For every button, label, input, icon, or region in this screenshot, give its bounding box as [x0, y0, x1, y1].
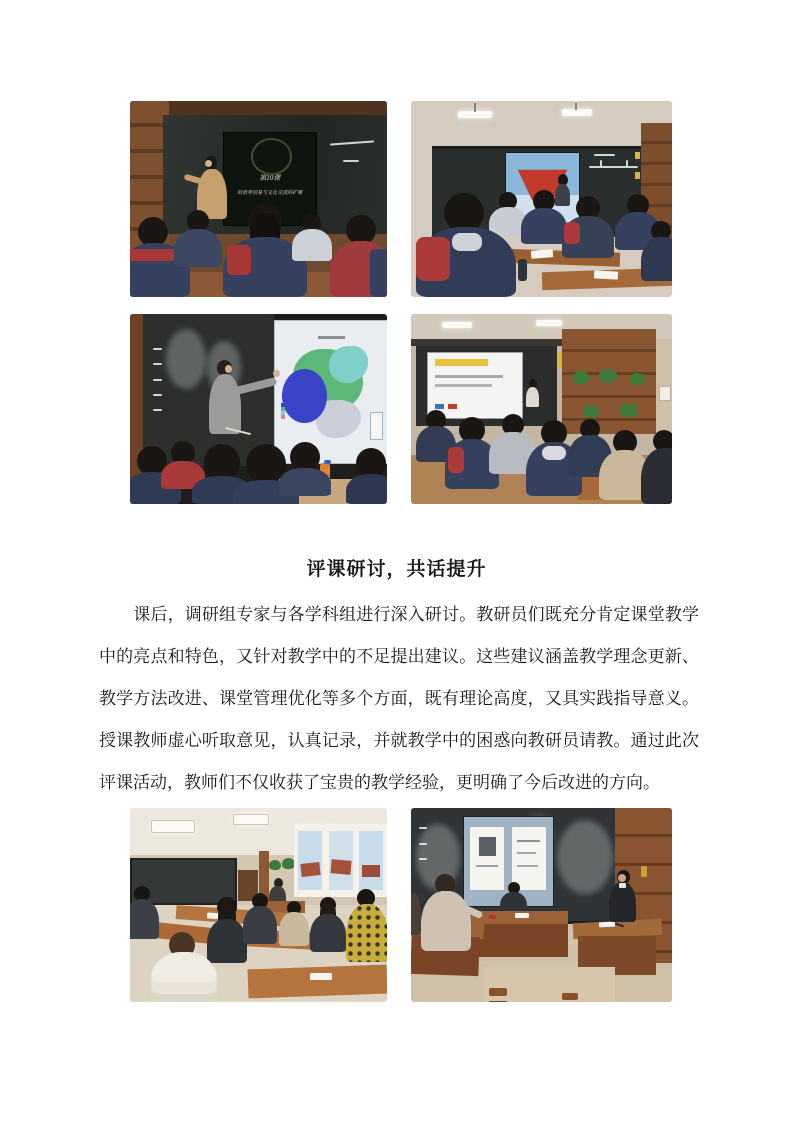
- jacket-red-shoulder: [416, 237, 450, 281]
- chalk-writing-vertical: [153, 409, 162, 411]
- paragraph-line: 课后，调研组专家与各学科组进行深入研讨。教研员们既充分肯定课堂教学: [99, 605, 699, 624]
- teacher-notetaker-figure: [421, 874, 473, 952]
- ceiling-light-panel: [233, 814, 269, 825]
- desk-row-foreground: [248, 965, 387, 999]
- attendee-coat: [411, 893, 421, 935]
- attendee-coat: [243, 906, 277, 944]
- teacher-face: [205, 160, 212, 167]
- student-jacket: [279, 468, 331, 496]
- chalk-writing-vertical: [153, 394, 162, 396]
- expert-suit: [609, 882, 636, 922]
- teacher-arm: [235, 377, 278, 395]
- chalk-writing-vertical: [419, 843, 427, 845]
- suit-collar: [619, 883, 626, 888]
- photo-teachers-meeting: [130, 808, 387, 1002]
- trophy: [641, 866, 647, 877]
- student-figure: [521, 190, 567, 246]
- slide-mark-blue: [435, 404, 443, 409]
- attendee-coat: [279, 912, 309, 946]
- potted-plant: [573, 371, 589, 384]
- map-legend: [281, 403, 285, 419]
- student-figure: [292, 214, 332, 264]
- jacket-navy-panel: [370, 249, 387, 297]
- slide-thumbnail: [470, 827, 504, 889]
- paragraph-line: 授课教师虚心听取意见，认真记录，并就教学中的困惑向教研员请教。通过此次: [99, 731, 699, 750]
- slide-thumbnail: [512, 827, 546, 889]
- slide-title: 第10课: [259, 173, 281, 182]
- jacket-red-panel: [227, 245, 251, 275]
- projector-screen: [427, 352, 523, 419]
- jacket-hood: [452, 233, 482, 251]
- map-inset: [370, 412, 383, 440]
- red-roof: [362, 865, 381, 877]
- paper-sheet: [531, 249, 554, 259]
- red-roof: [330, 860, 351, 876]
- student-figure: [174, 210, 222, 270]
- slide-text-line: [517, 865, 538, 867]
- slide-text-line: [517, 840, 540, 842]
- student-jacket: [346, 474, 387, 504]
- ceiling-light: [536, 320, 562, 326]
- slide-text-line: [517, 852, 536, 854]
- student-figure: [346, 448, 387, 504]
- notetaker-coat: [421, 891, 471, 951]
- slide-mark-red: [448, 404, 456, 409]
- teacher-face: [225, 365, 232, 373]
- shelf-plant: [269, 860, 281, 870]
- attendee-figure: [243, 893, 277, 945]
- student-jacket: [292, 229, 332, 261]
- attendee-figure: [279, 901, 309, 947]
- slide-qr-block: [479, 837, 496, 856]
- ceiling-light-panel: [151, 820, 195, 833]
- attendee-patterned-coat: [346, 904, 387, 962]
- yellow-poster: [635, 152, 640, 159]
- light-stem: [575, 103, 577, 110]
- student-jacket: [174, 229, 222, 267]
- chalk-smear: [166, 329, 206, 389]
- jacket-red-trim: [448, 447, 464, 473]
- student-jacket: [521, 208, 567, 244]
- jacket-red-trim: [564, 222, 580, 244]
- light-stem: [474, 103, 476, 112]
- body-paragraph: [99, 594, 699, 804]
- wall-switch-panel: [659, 386, 671, 401]
- student-figure: [279, 442, 331, 496]
- window-wall: [294, 824, 387, 898]
- window-pane: [298, 831, 322, 890]
- china-map-blue-circle: [282, 369, 327, 423]
- chalk-writing-vertical: [153, 348, 162, 350]
- chalk-timeline: [589, 166, 639, 168]
- attendee-figure: [346, 889, 387, 963]
- teacher-figure: [526, 379, 540, 407]
- student-figure: [330, 215, 387, 297]
- window-pane: [359, 831, 383, 890]
- slide-text-line: [476, 865, 498, 867]
- wooden-stool: [489, 988, 507, 996]
- slide-text-line: [435, 384, 491, 387]
- red-roof: [300, 862, 320, 877]
- photo-classroom-expo: [411, 101, 672, 297]
- photo-experts-discussion: [411, 808, 672, 1002]
- window-pane: [329, 831, 353, 890]
- chalk-writing-vertical: [153, 379, 162, 381]
- paper-sheet: [515, 913, 529, 918]
- attendee-edge-figure: [411, 893, 422, 937]
- teacher-hoodie: [209, 374, 241, 434]
- teacher-hand: [273, 370, 280, 377]
- paragraph-line: 中的亮点和特色，又针对教学中的不足提出建议。这些建议涵盖教学理念更新、: [99, 647, 699, 666]
- chalk-mark: [600, 160, 602, 167]
- photo-classroom-geography: [130, 314, 387, 504]
- attendee-figure: [310, 897, 346, 953]
- wooden-stool: [562, 993, 578, 1000]
- slide-subtitle: 的世界贸易与文化交流的扩展: [237, 191, 303, 197]
- chalk-smear: [557, 820, 613, 894]
- phone-red: [489, 915, 496, 919]
- chalk-mark: [626, 160, 628, 167]
- photo-classroom-history: [130, 101, 387, 297]
- observer-coat: [641, 448, 672, 504]
- slide-banner-yellow: [435, 359, 488, 365]
- attendee-figure: [151, 932, 217, 1002]
- paper-sheet: [310, 973, 332, 980]
- teacher-figure: [207, 360, 277, 454]
- student-jacket: [641, 237, 672, 281]
- attendee-coat: [310, 914, 346, 952]
- map-title-line: [318, 336, 345, 339]
- shelf-plant: [282, 858, 295, 869]
- beam: [411, 339, 562, 347]
- expert-right-figure: [609, 870, 637, 922]
- slide-wreath-decoration: [251, 138, 292, 175]
- chalk-note: [594, 154, 615, 156]
- yellow-poster: [635, 172, 640, 179]
- student-figure: [416, 193, 516, 297]
- observer-figure: [641, 430, 672, 504]
- potted-plant: [599, 369, 617, 383]
- photo-classroom-observation: [411, 314, 672, 504]
- section-heading: 评课研讨，共话提升: [306, 559, 487, 580]
- potted-plant: [630, 373, 645, 385]
- floor: [484, 967, 615, 1002]
- student-figure: [562, 196, 614, 258]
- ceiling-light: [442, 322, 472, 328]
- potted-plant: [583, 405, 599, 418]
- chalk-writing: [343, 160, 358, 162]
- thermos: [518, 259, 527, 281]
- slide-text-line: [435, 375, 503, 378]
- attendee-white-puffer: [151, 952, 217, 1002]
- jacket-white-hood: [542, 446, 566, 460]
- potted-plant: [620, 403, 638, 417]
- student-figure: [641, 221, 672, 281]
- paragraph-line: 评课活动，教师们不仅收获了宝贵的教学经验，更明确了今后改进的方向。: [99, 773, 660, 792]
- teacher-top: [526, 387, 539, 407]
- paragraph-line: 教学方法改进、课堂管理优化等多个方面，既有理论高度，又具实践指导意义。: [99, 689, 699, 708]
